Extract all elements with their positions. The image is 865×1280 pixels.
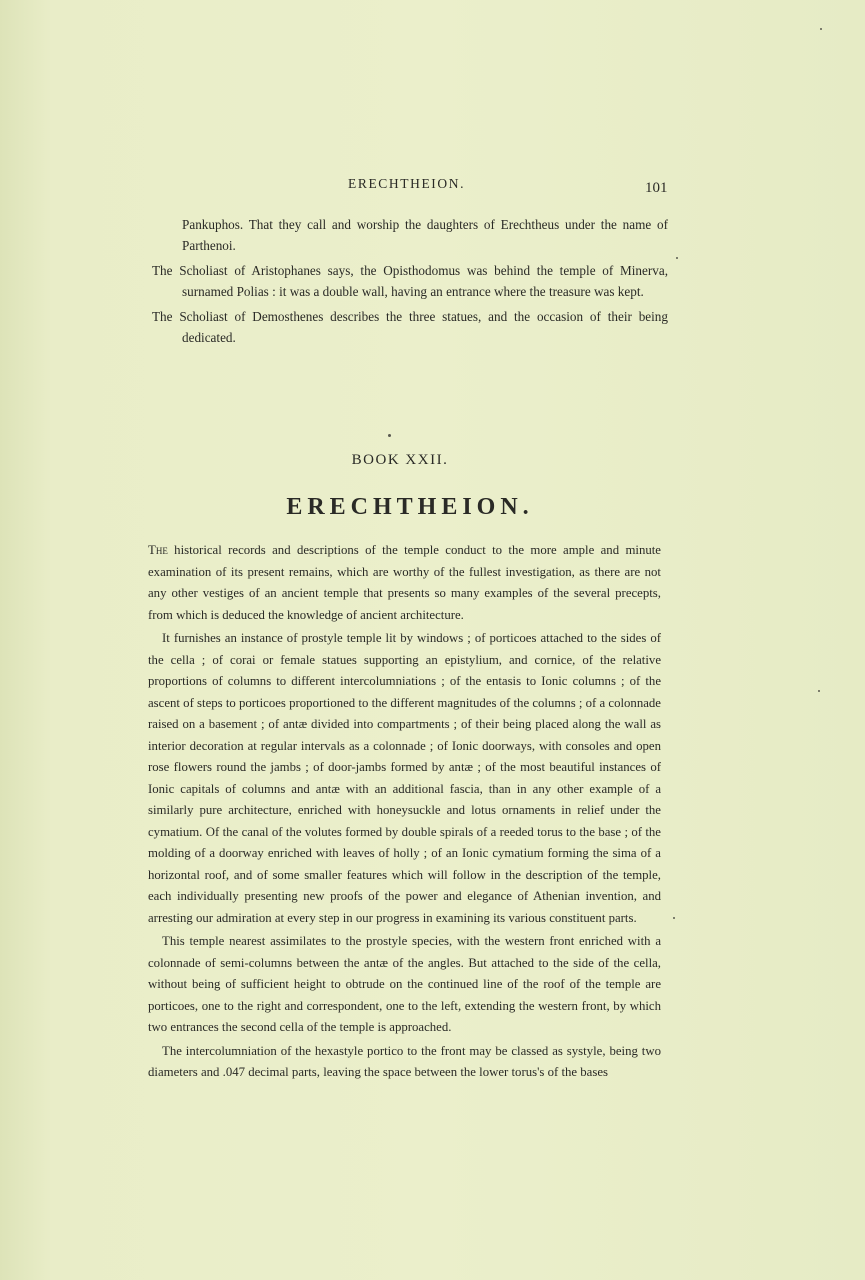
lead-paragraph-text: historical records and descriptions of the temple conduct to the more ample and minute examination of its present remains, which are worthy of the fullest investigation, as there are not any other vestiges of an ancient temple that presents so many examples of the several precepts, from which is deduced the knowledge of ancient architecture. (148, 543, 661, 622)
paper-speck (820, 28, 822, 30)
paper-speck (673, 917, 675, 919)
body-paragraph (148, 540, 661, 626)
note-paragraph: Pankuphos. That they call and worship the daughters of Erechtheus under the name of Parthenoi. (182, 217, 668, 253)
paper-speck (676, 257, 678, 259)
body-text (148, 540, 661, 1086)
lead-word: The (148, 543, 168, 557)
note-paragraph: The Scholiast of Demosthenes describes the three statues, and the occasion of their being dedicated. (152, 309, 668, 345)
paper-speck (818, 690, 820, 692)
footnotes (152, 214, 668, 352)
body-paragraph: This temple nearest assimilates to the prostyle species, with the western front enriched with a colonnade of semi-columns between the antæ of the angles. But attached to the side of the cella, without being of sufficient height to obtrude on the continued line of the roof of the temple are porticoes, one to the right and correspondent, one to the left, extending the western front, by which two entrances the second cella of the temple is approached. (148, 934, 661, 1034)
note-paragraph: The Scholiast of Aristophanes says, the Opisthodomus was behind the temple of Minerva, surnamed Polias : it was a double wall, having an entrance where the treasure was kept. (152, 263, 668, 299)
body-paragraph: The intercolumniation of the hexastyle portico to the front may be classed as systyle, being two diameters and .047 decimal parts, leaving the space between the lower torus's of the bases (148, 1043, 661, 1079)
book-heading: BOOK XXII. (351, 452, 449, 468)
page-number: 101 (645, 180, 668, 196)
running-head-title: ERECHTHEION. (348, 176, 466, 191)
chapter-title: ERECHTHEION. (286, 494, 534, 520)
paper-speck (388, 434, 391, 437)
body-paragraph: It furnishes an instance of prostyle temple lit by windows ; of porticoes attached to the sides of the cella ; of corai or female statues supporting an epistylium, and cornice, of the relative proportions of columns to different intercolumniations ; of the entasis to Ionic columns ; of the ascent of steps to porticoes proportioned to the different magnitudes of the columns ; of a colonnade raised on a basement ; of antæ divided into compartments ; of their being placed along the wall as interior decoration at regular intervals as a colonnade ; of Ionic doorways, with consoles and open rose flowers round the jambs ; of door-jambs formed by antæ ; of the most beautiful instances of Ionic capitals of columns and antæ with an additional fascia, than in any other example of a similarly pure architecture, enriched with honeysuckle and lotus ornaments in relief under the cymatium. Of the canal of the volutes formed by double spirals of a reeded torus to the base ; of the molding of a doorway enriched with leaves of holly ; of an Ionic cymatium forming the sima of a horizontal roof, and of some smaller features which will follow in the description of the temple, each individually presenting new proofs of the power and elegance of Athenian invention, and arresting our admiration at every step in our progress in examining its various constituent parts. (148, 631, 661, 925)
